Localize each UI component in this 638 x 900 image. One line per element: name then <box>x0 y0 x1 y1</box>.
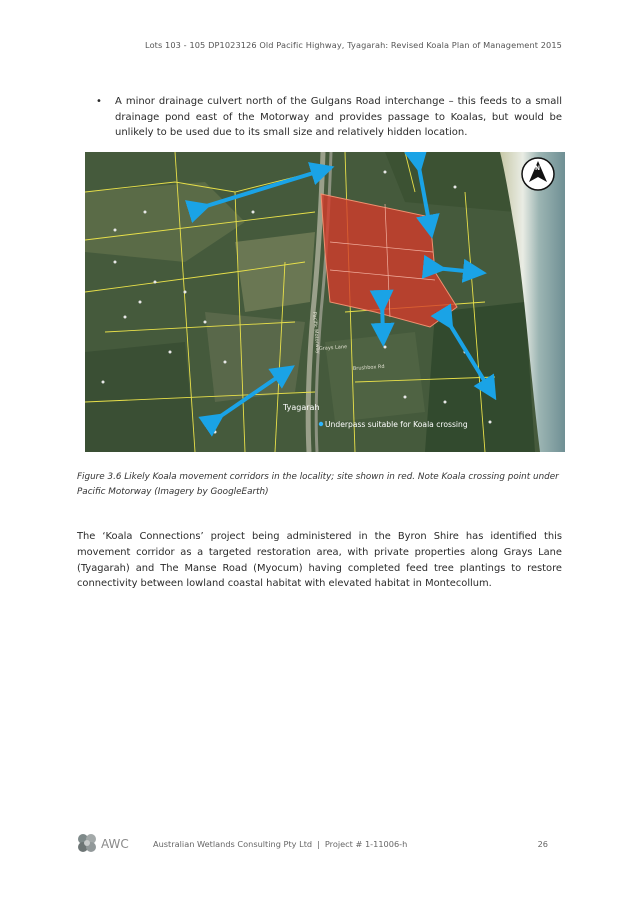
north-arrow-icon <box>522 158 554 190</box>
footer-company: Australian Wetlands Consulting Pty Ltd <box>153 839 313 849</box>
label-brushbox: Brushbox Rd <box>352 363 385 372</box>
corridor-arrow <box>382 302 383 335</box>
page-footer <box>76 832 562 856</box>
forest <box>85 342 195 452</box>
map-svg <box>85 152 565 452</box>
footer-separator: | <box>317 839 320 849</box>
bullet-symbol: • <box>96 96 102 107</box>
label-motorway: Pacific Motorway <box>311 311 321 355</box>
north-label: N <box>535 165 541 172</box>
label-tyagarah: Tyagarah <box>283 403 320 412</box>
aerial-map-figure <box>85 152 565 452</box>
label-grays: Grays Lane <box>318 344 348 352</box>
page-header: Lots 103 - 105 DP1023126 Old Pacific Highway, Tyagarah: Revised Koala Plan of Management 2015 <box>145 40 562 50</box>
bullet-text: A minor drainage culvert north of the Gulgans Road interchange – this feeds to a small drainage pond east of the Motorway and provides passage to Koalas, but would be unlikely to be used due to its small size and relatively hidden location. <box>115 96 562 138</box>
figure-caption: Figure 3.6 Likely Koala movement corridors in the locality; site shown in red. Note Koala crossing point under Pacific Motorway (Imagery by GoogleEarth) <box>77 472 559 497</box>
awc-logo-icon <box>76 832 98 858</box>
page-number: 26 <box>537 839 548 849</box>
label-underpass: Underpass suitable for Koala crossing <box>325 420 468 429</box>
paddock <box>235 232 315 312</box>
body-paragraph: The ‘Koala Connections’ project being administered in the Byron Shire has identified this movement corridor as a targeted restoration area, with private properties along Grays Lane (Tyagarah) and The Manse Road (Myocum) having completed feed tree plantings to restore connectivity between lowland coastal habitat with elevated habitat in Montecollum. <box>77 531 562 590</box>
footer-brand: AWC <box>101 837 129 851</box>
bullet-item <box>96 94 562 141</box>
footer-company-project <box>153 839 407 849</box>
underpass-marker <box>319 422 323 426</box>
footer-project: Project # 1-11006-h <box>324 839 408 849</box>
